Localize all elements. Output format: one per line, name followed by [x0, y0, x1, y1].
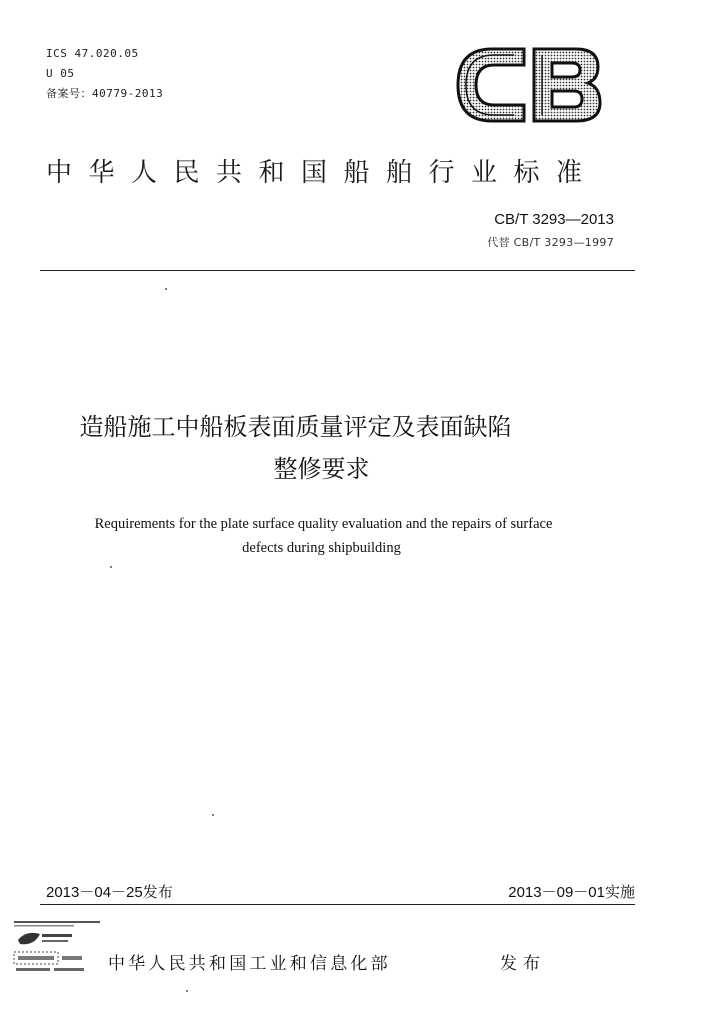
implementation-date: 2013－09－01实施 — [508, 884, 635, 901]
industry-standard-title: 中华人民共和国船舶行业标准 — [46, 158, 599, 188]
scan-speck — [110, 566, 112, 568]
scan-speck — [186, 990, 188, 992]
issuing-authority: 中华人民共和国工业和信息化部 — [108, 954, 391, 974]
top-divider — [40, 270, 635, 271]
ics-code: ICS 47.020.05 — [46, 47, 139, 60]
classification-code: U 05 — [46, 67, 75, 80]
distributor-stamp — [10, 918, 102, 976]
scan-speck — [212, 814, 214, 816]
record-number: 备案号：40779-2013 — [46, 87, 164, 100]
scan-speck — [165, 288, 167, 290]
publication-date: 2013－04－25发布 — [46, 884, 173, 901]
title-en-line1: Requirements for the plate surface quality evaluation and the repairs of surface — [94, 516, 553, 532]
standard-number: CB/T 3293—2013 — [494, 211, 614, 228]
bottom-divider — [40, 904, 635, 905]
cb-logo — [454, 45, 604, 125]
title-cn-line2: 整修要求 — [273, 455, 370, 483]
title-cn-line1: 造船施工中船板表面质量评定及表面缺陷 — [79, 413, 512, 441]
issued-label: 发布 — [500, 954, 546, 974]
title-en-line2: defects during shipbuilding — [242, 540, 401, 556]
replaces-standard: 代替 CB/T 3293—1997 — [487, 236, 614, 249]
